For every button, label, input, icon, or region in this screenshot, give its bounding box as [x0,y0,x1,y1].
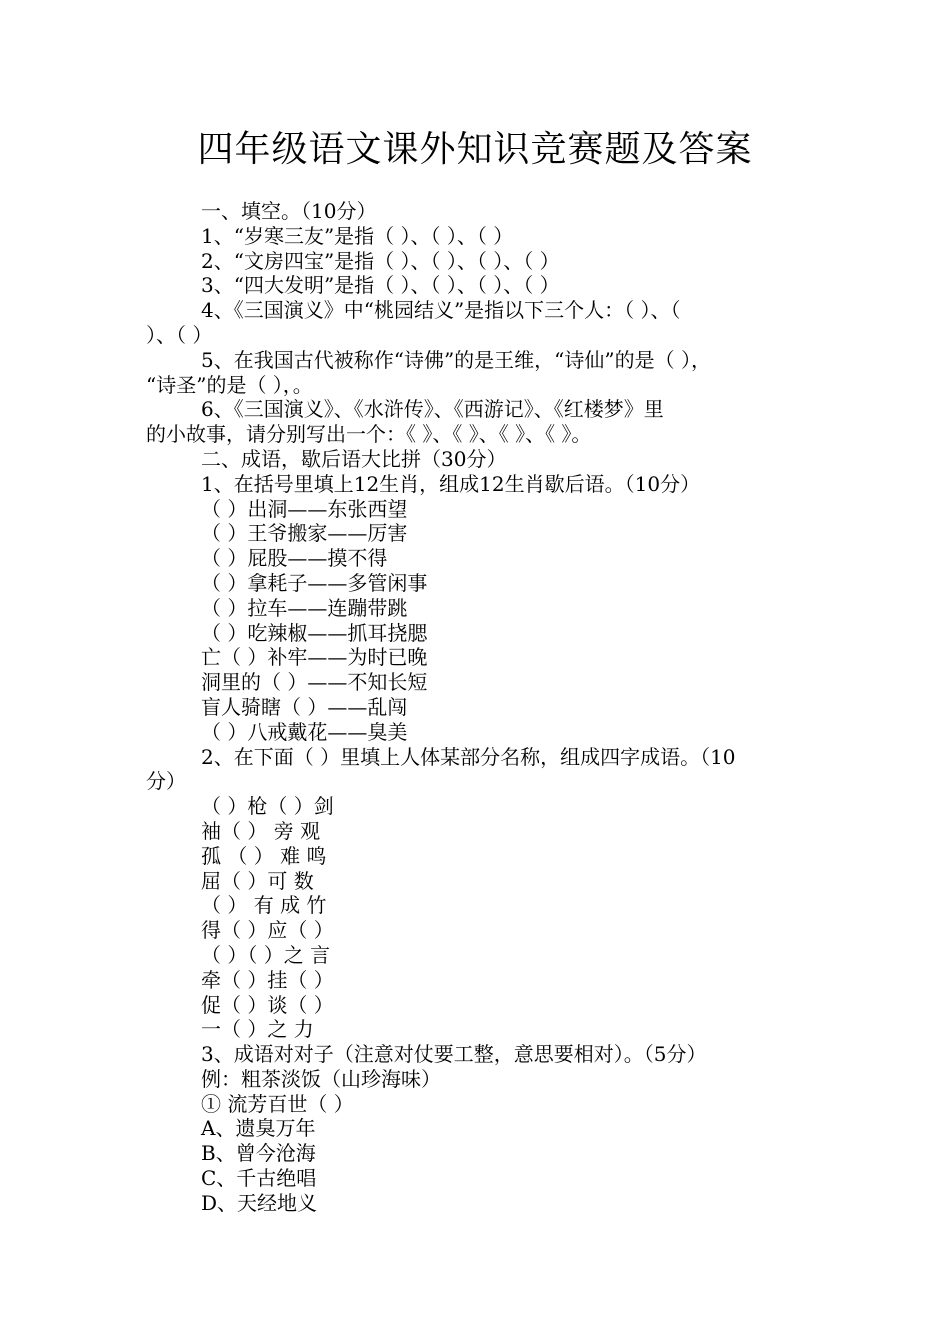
text-line: 促（ ）谈（ ） [201,992,334,1017]
text-line: 孤 （ ） 难 鸣 [201,843,327,868]
text-line: C、千古绝唱 [201,1166,317,1191]
text-line: （ ） 有 成 竹 [201,893,327,918]
text-line: （ ）枪（ ）剑 [201,794,334,819]
text-line: 例：粗茶淡饭（山珍海味） [201,1066,441,1091]
text-line: 的小故事，请分别写出一个：《 》、《 》、《 》、《 》。 [146,422,592,447]
text-line: 2、在下面（ ）里填上人体某部分名称，组成四字成语。（10 [201,744,736,769]
text-line: D、天经地义 [201,1190,318,1215]
text-line: B、曾今沧海 [201,1141,316,1166]
text-line: 洞里的（ ）——不知长短 [201,670,428,695]
text-line: （ ）（ ）之 言 [201,942,331,967]
text-line: 得（ ）应（ ） [201,918,334,943]
text-line: （ ）八戒戴花——臭美 [201,719,408,744]
text-line: 3、“四大发明”是指（ ）、（ ）、（ ）、（ ） [201,273,560,298]
text-line: 1、“岁寒三友”是指（ ）、（ ）、（ ） [201,223,514,248]
text-line: 袖（ ） 旁 观 [201,818,321,843]
text-line: 屈（ ）可 数 [201,868,314,893]
text-line: （ ）王爷搬家——厉害 [201,521,408,546]
text-line: ）、（ ） [146,322,213,347]
text-line: 6、《三国演义》、《水浒传》、《西游记》、《红楼梦》里 [201,397,664,422]
text-line: 一、填空。（10分） [201,199,377,223]
text-line: 二、成语，歇后语大比拼（30分） [201,446,507,471]
text-line: 亡（ ）补牢——为时已晚 [201,645,428,670]
text-line: “诗圣”的是（ ），。 [146,372,313,397]
text-line: （ ）拿耗子——多管闲事 [201,570,428,595]
text-line: （ ）吃辣椒——抓耳挠腮 [201,620,428,645]
page-title: 四年级语文课外知识竞赛题及答案 [197,129,753,170]
text-line: （ ）屁股——摸不得 [201,546,388,571]
text-line: A、遗臭万年 [201,1116,316,1141]
text-line: 5、在我国古代被称作“诗佛”的是王维，“诗仙”的是（ ）， [201,347,711,372]
text-line: 3、成语对对子（注意对仗要工整，意思要相对）。（5分） [201,1042,707,1067]
text-line: 牵（ ）挂（ ） [201,967,334,992]
text-line: 2、“文房四宝”是指（ ）、（ ）、（ ）、（ ） [201,248,560,273]
text-line: 1、在括号里填上12生肖，组成12生肖歇后语。（10分） [201,471,701,496]
text-line: 一（ ）之 力 [201,1017,314,1042]
text-line: （ ）拉车——连蹦带跳 [201,595,408,620]
text-line: ① 流芳百世（ ） [201,1091,354,1116]
document-body [146,199,818,1216]
text-line: （ ）出洞——东张西望 [201,496,408,521]
text-line: 盲人骑瞎（ ）——乱闯 [201,694,408,719]
text-line: 分） [146,769,186,794]
text-line: 4、《三国演义》中“桃园结义”是指以下三个人：（ ）、（ [201,298,681,323]
